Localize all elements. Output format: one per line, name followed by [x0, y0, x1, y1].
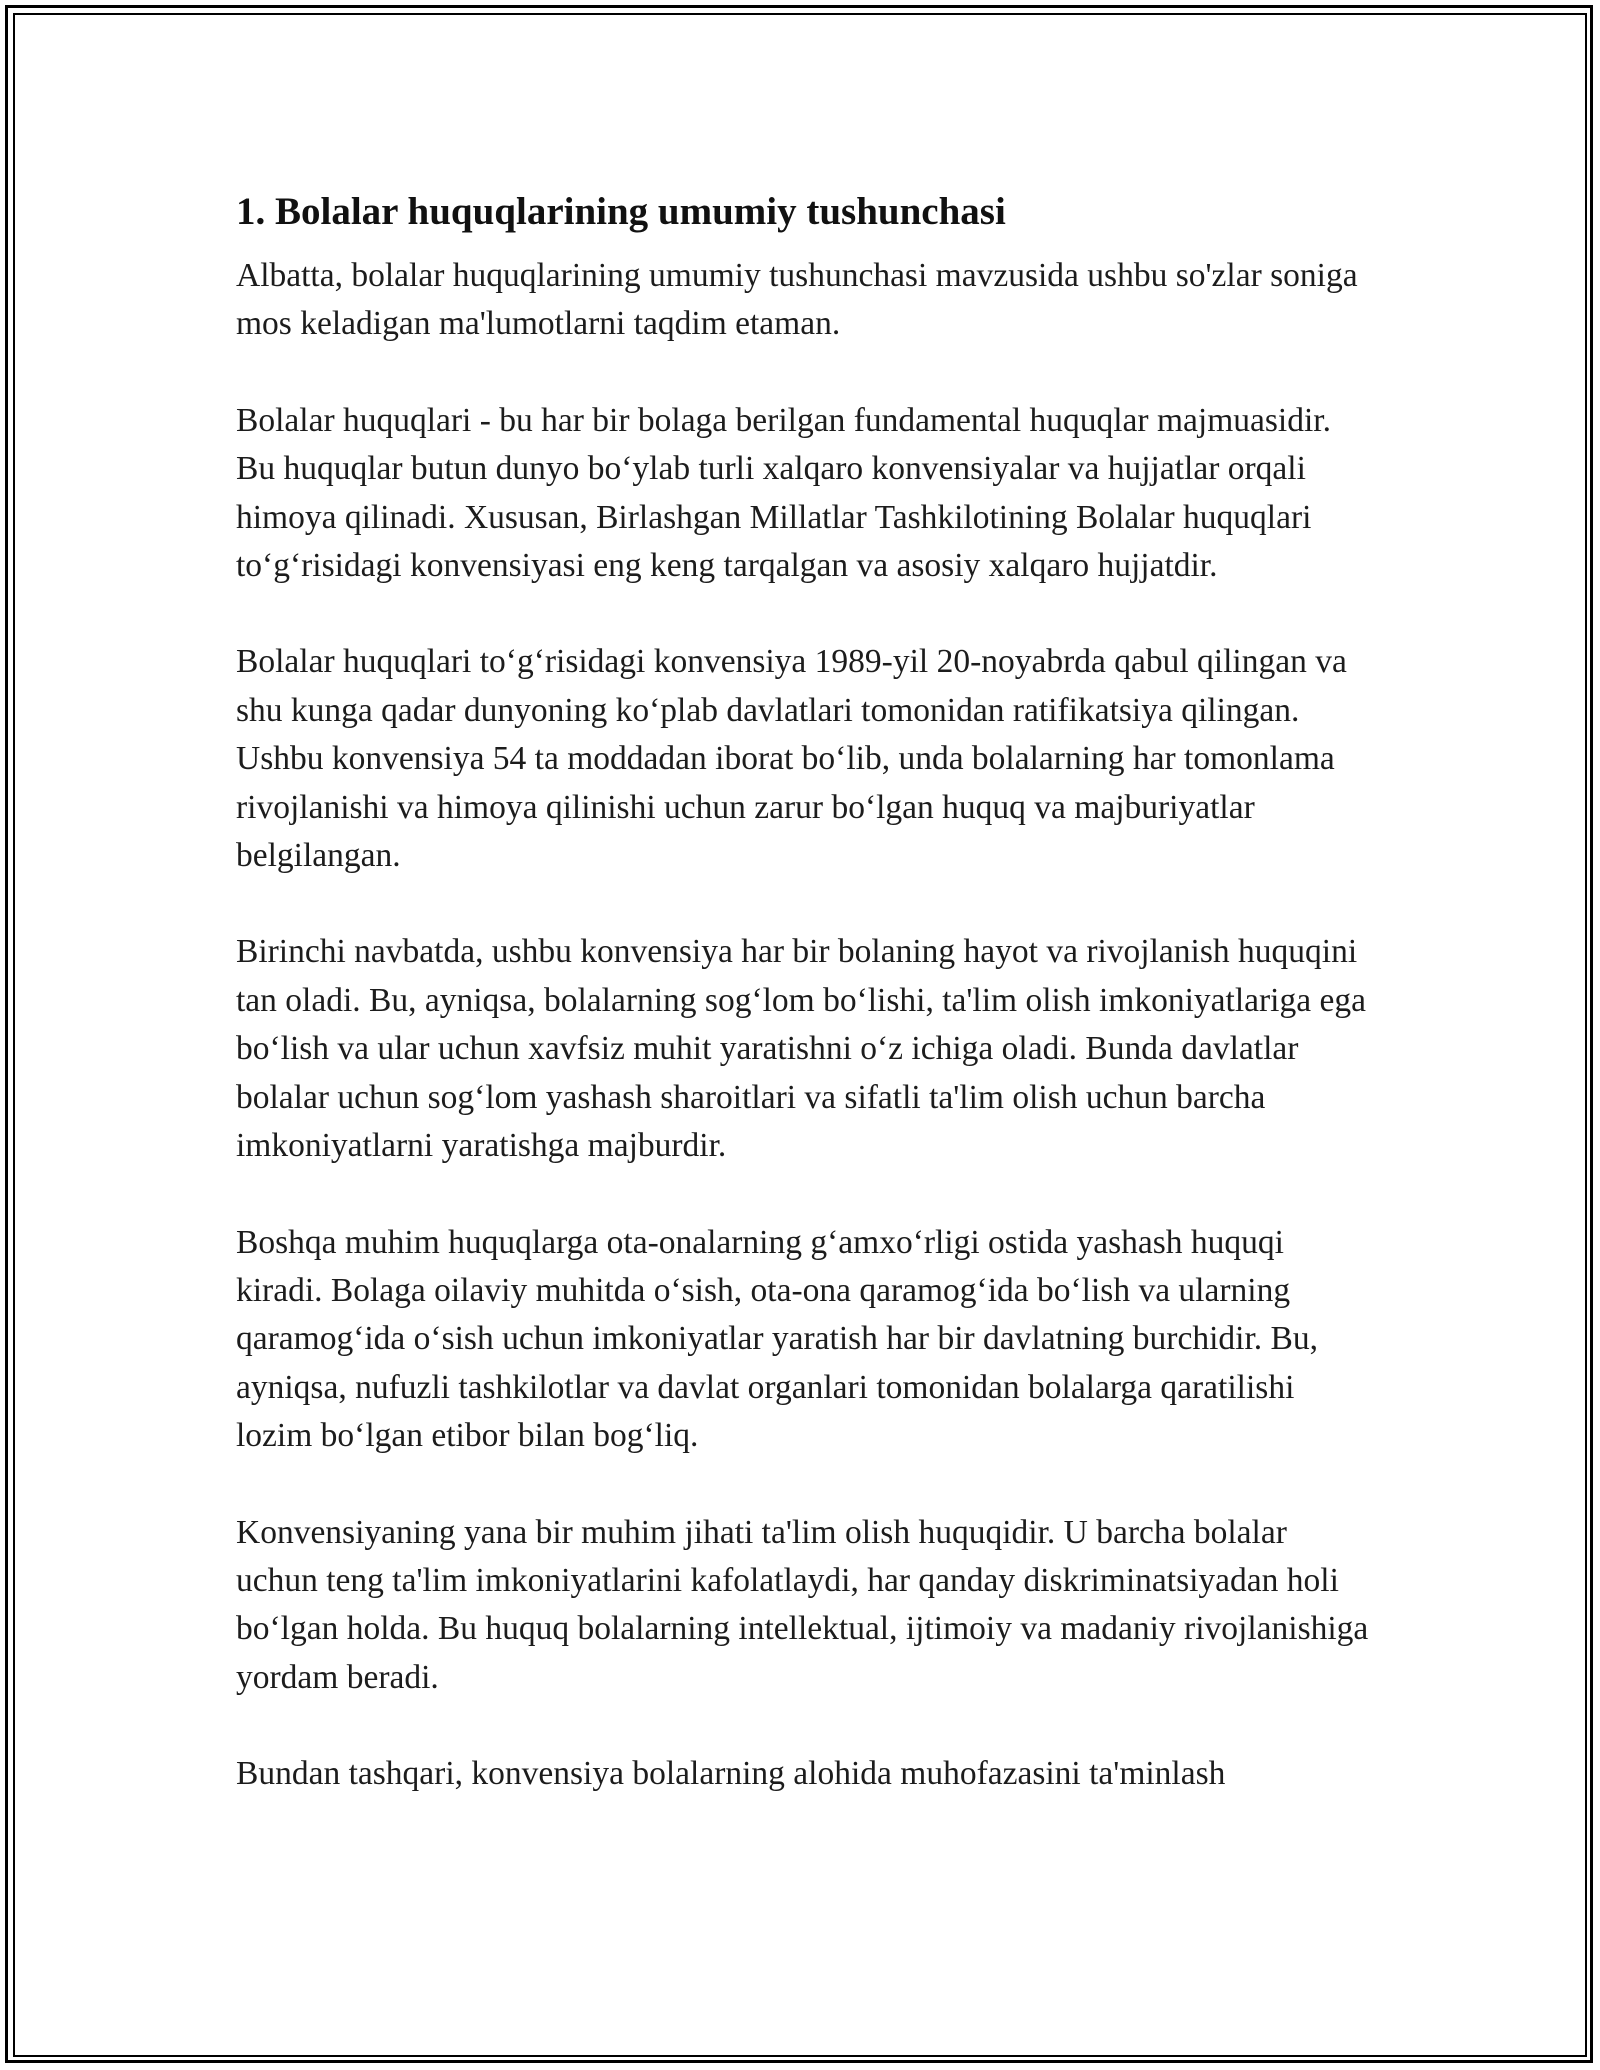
paragraph-definition: Bolalar huquqlari - bu har bir bolaga berilgan fundamental huquqlar majmuasidir. Bu huquqlar butun dunyo boʻylab turli xalqaro konvensiyalar va hujjatlar orqali himoya qilinadi. Xususan, Birlashgan Millatlar Tashkilotining Bolalar huquqlari toʻgʻrisidagi konvensiyasi eng keng tarqalgan va asosiy xalqaro hujjatdir. [236, 401, 1331, 585]
paragraph-protection: Bundan tashqari, konvensiya bolalarning alohida muhofazasini ta'minlash [236, 1755, 1226, 1793]
section-heading: 1. Bolalar huquqlarining umumiy tushunchasi [236, 190, 1006, 233]
paragraph-parental-care: Boshqa muhim huquqlarga ota-onalarning gʻamxoʻrligi ostida yashash huquqi kiradi. Bolaga oilaviy muhitda oʻsish, ota-ona qaramogʻida boʻlish va ularning qaramogʻida oʻsish uchun imkoniyatlar yaratish har bir davlatning burchidir. Bu, ayniqsa, nufuzli tashkilotlar va davlat organlari tomonidan bolalarga qaratilishi lozim boʻlgan etibor bilan bogʻliq. [236, 1223, 1318, 1455]
document-body [236, 186, 1376, 1847]
paragraph-right-to-life: Birinchi navbatda, ushbu konvensiya har bir bolaning hayot va rivojlanish huquqini tan oladi. Bu, ayniqsa, bolalarning sogʻlom boʻlishi, ta'lim olish imkoniyatlariga ega boʻlish va ular uchun xavfsiz muhit yaratishni oʻz ichiga oladi. Bunda davlatlar bolalar uchun sogʻlom yashash sharoitlari va sifatli ta'lim olish uchun barcha imkoniyatlarni yaratishga majburdir. [236, 933, 1366, 1165]
paragraph-convention-history: Bolalar huquqlari toʻgʻrisidagi konvensiya 1989-yil 20-noyabrda qabul qilingan va shu kunga qadar dunyoning koʻplab davlatlari tomonidan ratifikatsiya qilingan. Ushbu konvensiya 54 ta moddadan iborat boʻlib, unda bolalarning har tomonlama rivojlanishi va himoya qilinishi uchun zarur boʻlgan huquq va majburiyatlar belgilangan. [236, 643, 1347, 875]
paragraph-education-right: Konvensiyaning yana bir muhim jihati ta'lim olish huquqidir. U barcha bolalar uchun teng ta'lim imkoniyatlarini kafolatlaydi, har qanday diskriminatsiyadan holi boʻlgan holda. Bu huquq bolalarning intellektual, ijtimoiy va madaniy rivojlanishiga yordam beradi. [236, 1513, 1369, 1696]
paragraph-intro: Albatta, bolalar huquqlarining umumiy tushunchasi mavzusida ushbu so'zlar soniga mos keladigan ma'lumotlarni taqdim etaman. [236, 257, 1358, 343]
